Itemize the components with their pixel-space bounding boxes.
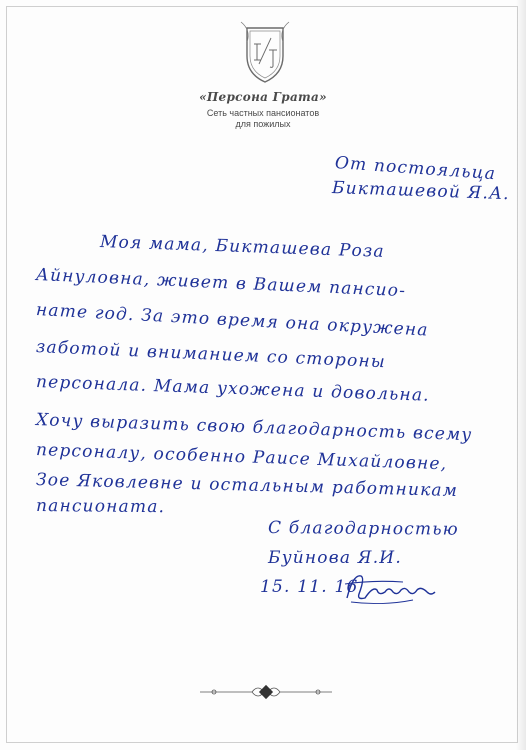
- sender-line-1: От постояльца: [334, 153, 497, 185]
- body-line-9: пансионата.: [35, 496, 166, 518]
- body-line-8: Зое Яковлевне и остальным работникам: [35, 470, 459, 502]
- body-line-3: нате год. За это время она окружена: [35, 300, 430, 341]
- body-line-5: персонала. Мама ухожена и довольна.: [35, 372, 431, 406]
- body-line-6: Хочу выразить свою благодарность всему: [35, 410, 473, 446]
- brand-subtitle-line2: для пожилых: [235, 119, 291, 129]
- body-line-7: персоналу, особенно Раисе Михайловне,: [35, 440, 448, 475]
- body-line-1: Моя мама, Бикташева Роза: [99, 232, 386, 262]
- sender-line-2: Бикташевой Я.А.: [331, 178, 511, 205]
- closing-line: С благодарностью: [267, 518, 459, 540]
- letter-date: 15. 11. 16: [260, 577, 359, 597]
- body-line-2: Айнуловна, живет в Вашем пансио-: [35, 265, 407, 302]
- footer-ornament-icon: [196, 682, 336, 702]
- handwritten-signature: [343, 568, 438, 608]
- brand-subtitle-line1: Сеть частных пансионатов: [206, 108, 320, 118]
- brand-name: «Персона Грата»: [199, 90, 327, 104]
- signer-name: Буйнова Я.И.: [268, 548, 402, 568]
- body-line-4: заботой и вниманием со стороны: [35, 337, 387, 373]
- brand-logo-icon: [237, 20, 293, 90]
